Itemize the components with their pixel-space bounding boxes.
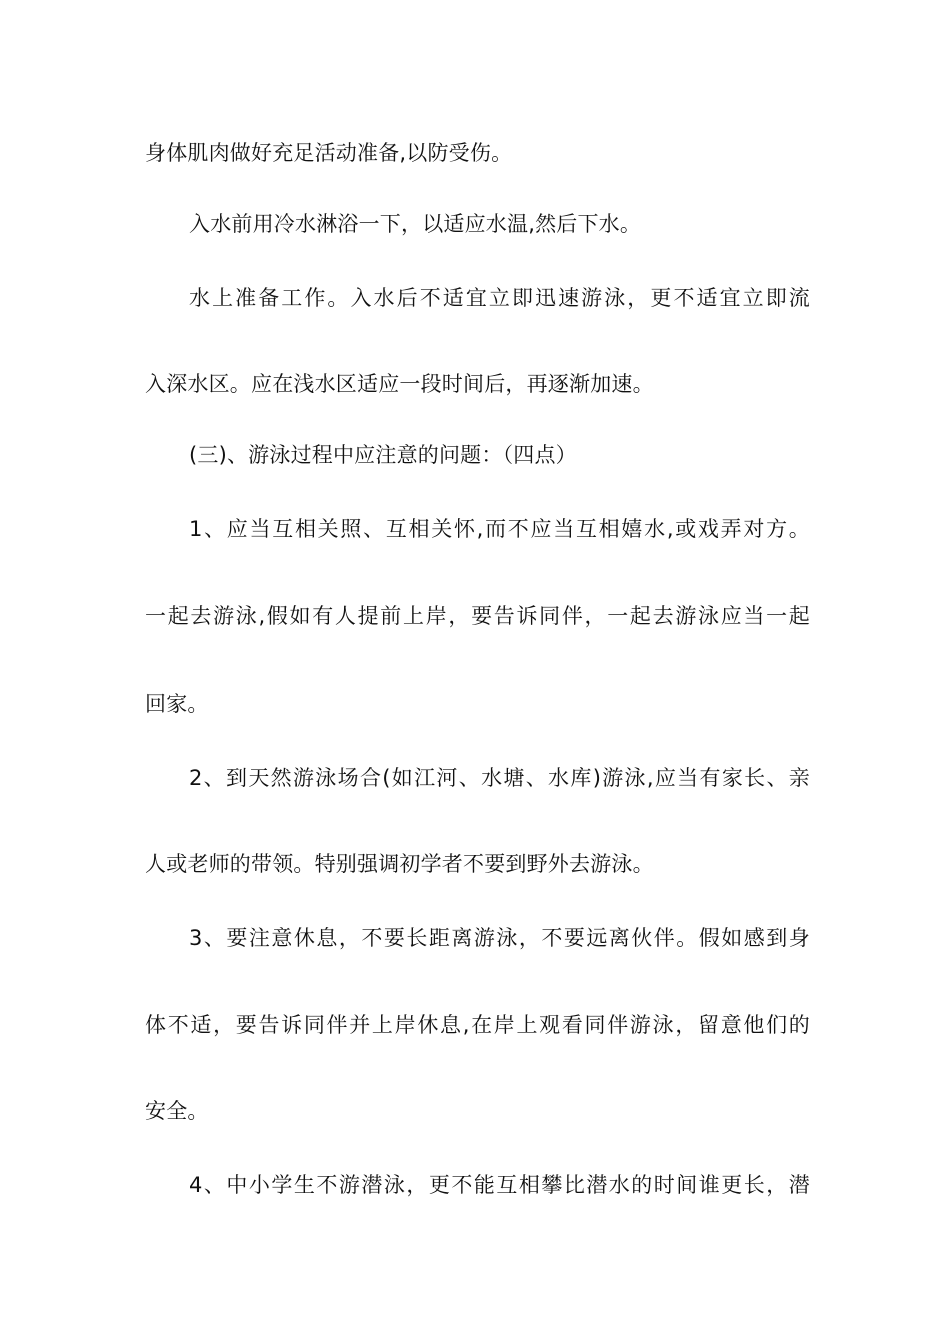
paragraph-line-12: 体不适，要告诉同伴并上岸休息,在岸上观看同伴游泳，留意他们的 [145,1013,810,1037]
paragraph-line-14: 4、中小学生不游潜泳，更不能互相攀比潜水的时间谁更长，潜 [189,1173,810,1197]
paragraph-line-1: 身体肌肉做好充足活动准备,以防受伤。 [145,141,513,165]
paragraph-line-2: 入水前用冷水淋浴一下，以适应水温,然后下水。 [189,212,642,236]
section-heading: (三)、游泳过程中应注意的问题：（四点） [189,443,577,467]
paragraph-line-7: 一起去游泳,假如有人提前上岸，要告诉同伴，一起去游泳应当一起 [145,604,810,628]
paragraph-line-9: 2、到天然游泳场合(如江河、水塘、水库)游泳,应当有家长、亲 [189,766,810,790]
paragraph-line-4: 入深水区。应在浅水区适应一段时间后，再逐渐加速。 [145,372,654,396]
paragraph-line-8: 回家。 [145,692,209,716]
paragraph-line-10: 人或老师的带领。特别强调初学者不要到野外去游泳。 [145,852,654,876]
paragraph-line-6: 1、应当互相关照、互相关怀,而不应当互相嬉水,或戏弄对方。 [189,517,810,541]
paragraph-line-11: 3、要注意休息，不要长距离游泳，不要远离伙伴。假如感到身 [189,926,810,950]
paragraph-line-3: 水上准备工作。入水后不适宜立即迅速游泳，更不适宜立即流 [189,286,810,310]
paragraph-line-13: 安全。 [145,1099,209,1123]
